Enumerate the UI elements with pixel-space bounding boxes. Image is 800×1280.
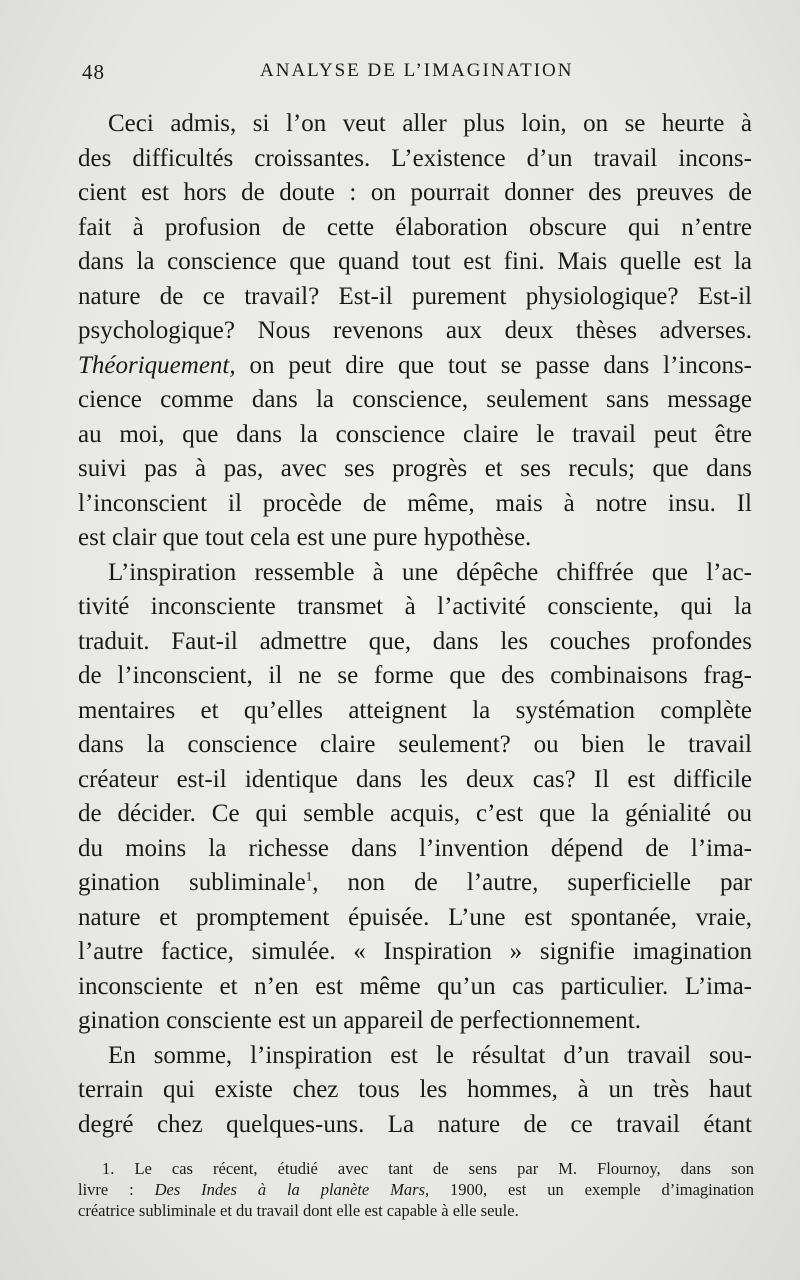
text-line: créateur est-il identique dans les deux cas? Il est difficile	[78, 765, 752, 793]
text-line: inconsciente et n’en est même qu’un cas particulier. L’ima-	[78, 972, 752, 1000]
text-line: dans la conscience claire seulement? ou bien le travail	[78, 731, 752, 758]
text-line-with-footnote	[78, 866, 752, 901]
text-line: Ceci admis, si l’on veut aller plus loin, on se heurte à	[108, 110, 752, 137]
footnote-line: créatrice subliminale et du travail dont elle est capable à elle seule.	[78, 1201, 519, 1220]
text-line: nature et promptement épuisée. L’une est spontanée, vraie,	[78, 903, 752, 931]
text-line: psychologique? Nous revenons aux deux thèses adverses.	[78, 317, 752, 344]
text-line: fait à profusion de cette élaboration obscure qui n’entre	[78, 213, 752, 241]
text-line: l’autre factice, simulée. « Inspiration » signifie imagination	[78, 938, 752, 965]
text-line: de l’inconscient, il ne se forme que des combinaisons frag-	[78, 662, 752, 689]
footnote-line	[78, 1179, 754, 1200]
text-line: de décider. Ce qui semble acquis, c’est que la génialité ou	[78, 800, 752, 827]
text-line: En somme, l’inspiration est le résultat d’un travail sou-	[108, 1041, 752, 1069]
text-line-start: gination subliminale	[78, 869, 306, 896]
page-header	[82, 60, 752, 88]
footnote-text: 1900, est un exemple d’imagination	[429, 1180, 755, 1199]
text-line: terrain qui existe chez tous les hommes, à un très haut	[78, 1076, 752, 1103]
text-line: au moi, que dans la conscience claire le travail peut être	[78, 420, 752, 448]
text-line: des difficultés croissantes. L’existence d’un travail incons-	[78, 144, 752, 172]
text-line: cient est hors de doute : on pourrait donner des preuves de	[78, 179, 752, 206]
text-line: l’inconscient il procède de même, mais à notre insu. Il	[78, 489, 752, 517]
text-line: tivité inconsciente transmet à l’activité consciente, qui la	[78, 593, 752, 620]
text-line: degré chez quelques-uns. La nature de ce travail étant	[78, 1110, 752, 1138]
footnote-line: 1. Le cas récent, étudié avec tant de sens par M. Flournoy, dans son	[102, 1159, 754, 1178]
footnote-marker: 1	[305, 868, 313, 884]
footnote-text: livre :	[78, 1180, 155, 1199]
text-line-rest: on peut dire que tout se passe dans l’incons-	[249, 351, 752, 379]
running-head: ANALYSE DE L’IMAGINATION	[260, 60, 574, 81]
text-line: L’inspiration ressemble à une dépêche chiffrée que l’ac-	[108, 558, 752, 586]
text-line-rest: , non de l’autre, superficielle par	[312, 869, 752, 896]
text-line: mentaires et qu’elles atteignent la systémation complète	[78, 696, 752, 724]
text-line: suivi pas à pas, avec ses progrès et ses reculs; que dans	[78, 455, 752, 482]
footnote-book-title: Des Indes à la planète Mars,	[154, 1180, 430, 1199]
text-line-italic-start	[78, 349, 752, 384]
footnote	[78, 1158, 754, 1221]
italic-word: Théoriquement,	[78, 351, 236, 379]
text-line: cience comme dans la conscience, seulement sans message	[78, 386, 752, 413]
body-text	[78, 107, 752, 1142]
page-number: 48	[82, 60, 105, 84]
text-line: du moins la richesse dans l’invention dépend de l’ima-	[78, 834, 752, 862]
text-line: nature de ce travail? Est-il purement physiologique? Est-il	[78, 282, 752, 310]
text-line: traduit. Faut-il admettre que, dans les couches profondes	[78, 627, 752, 655]
text-line: est clair que tout cela est une pure hypothèse.	[78, 524, 532, 551]
text-line: gination consciente est un appareil de perfectionnement.	[78, 1007, 641, 1034]
text-line: dans la conscience que quand tout est fini. Mais quelle est la	[78, 248, 752, 275]
